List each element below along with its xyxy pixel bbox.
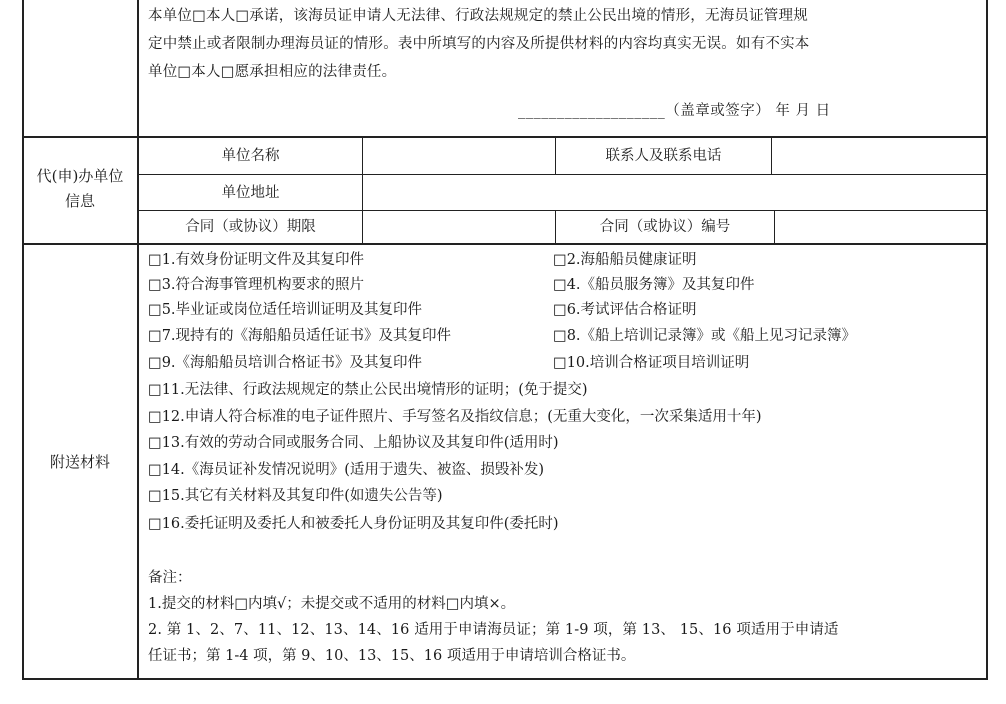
row-divider	[24, 136, 988, 138]
attachment-item[interactable]: □11.无法律、行政法规规定的禁止公民出境情形的证明；(免于提交)	[148, 382, 588, 398]
note-line: 任证书；第 1-4 项，第 9、10、13、15、16 项适用于申请培训合格证书。	[148, 648, 636, 664]
attachment-item[interactable]: □15.其它有关材料及其复印件(如遗失公告等)	[148, 488, 443, 504]
column-divider	[555, 137, 556, 175]
row-divider	[24, 243, 988, 245]
column-divider	[137, 0, 139, 678]
attachment-item[interactable]: □7.现持有的《海船船员适任证书》及其复印件	[148, 328, 452, 344]
declaration-line-1: 本单位□本人□承诺，该海员证申请人无法律、行政法规规定的禁止公民出境的情形，无海员证管理规	[148, 8, 808, 24]
attachment-item[interactable]: □9.《海船船员培训合格证书》及其复印件	[148, 355, 423, 371]
signature-line: ___________________（盖章或签字） 年 月 日	[518, 103, 831, 119]
attachment-item[interactable]: □16.委托证明及委托人和被委托人身份证明及其复印件(委托时)	[148, 516, 559, 532]
attachment-item[interactable]: □5.毕业证或岗位适任培训证明及其复印件	[148, 302, 423, 318]
attachment-item[interactable]: □8.《船上培训记录簿》或《船上见习记录簿》	[553, 328, 857, 344]
note-line: 2. 第 1、2、7、11、12、13、14、16 适用于申请海员证；第 1-9 项，第 13、 15、16 项适用于申请适	[148, 622, 839, 638]
column-divider	[555, 210, 556, 243]
attachment-item[interactable]: □14.《海员证补发情况说明》(适用于遗失、被盗、损毁补发)	[148, 462, 545, 478]
notes-title: 备注：	[148, 570, 192, 586]
application-form-table	[22, 0, 988, 680]
attachment-item[interactable]: □10.培训合格证项目培训证明	[553, 355, 750, 371]
unit-address-label: 单位地址	[221, 185, 280, 201]
declaration-line-3: 单位□本人□愿承担相应的法律责任。	[148, 64, 397, 80]
attachments-section-label: 附送材料	[49, 453, 110, 471]
attachment-item[interactable]: □2.海船船员健康证明	[553, 252, 697, 268]
contract-period-label: 合同（或协议）期限	[185, 219, 316, 235]
attachment-item[interactable]: □4.《船员服务簿》及其复印件	[553, 277, 755, 293]
note-line: 1.提交的材料□内填√；未提交或不适用的材料□内填×。	[148, 596, 516, 612]
column-divider	[771, 137, 772, 175]
contact-label: 联系人及联系电话	[605, 148, 722, 164]
declaration-line-2: 定中禁止或者限制办理海员证的情形。表中所填写的内容及所提供材料的内容均真实无误。如有不实本	[148, 36, 810, 52]
row-divider	[137, 210, 988, 211]
row-divider	[137, 174, 988, 175]
contract-number-label: 合同（或协议）编号	[599, 219, 731, 235]
attachment-item[interactable]: □13.有效的劳动合同或服务合同、上船协议及其复印件(适用时)	[148, 435, 559, 451]
column-divider	[774, 210, 775, 243]
unit-name-label: 单位名称	[221, 148, 280, 164]
agent-info-section-label: 代(申)办单位信息	[36, 167, 124, 210]
attachment-item[interactable]: □12.申请人符合标准的电子证件照片、手写签名及指纹信息；(无重大变化，一次采集适用十年)	[148, 409, 762, 425]
attachment-item[interactable]: □6.考试评估合格证明	[553, 302, 697, 318]
attachment-item[interactable]: □1.有效身份证明文件及其复印件	[148, 252, 365, 268]
column-divider	[362, 137, 363, 243]
attachment-item[interactable]: □3.符合海事管理机构要求的照片	[148, 277, 365, 293]
